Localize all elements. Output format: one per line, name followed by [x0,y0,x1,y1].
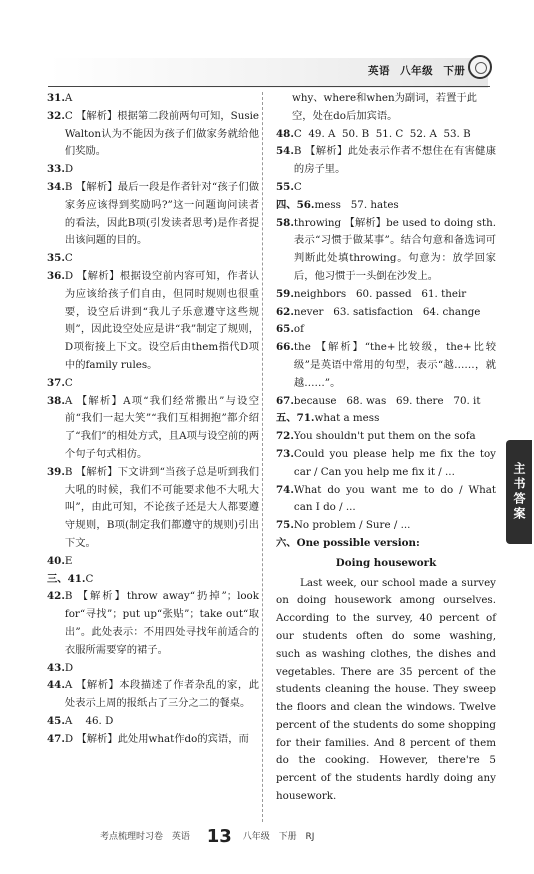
answer-45-46: 45. A 46. D [47,714,114,727]
footer-volume: 下册 [278,832,297,842]
answer-44: 44. A 【解析】本段描述了作者杂乱的家，此处表示上周的报纸占了三分之二的餐桌。 [47,679,259,710]
answer-48-53: 48. C 49. A 50. B 51. C 52. A 53. B [276,127,471,140]
answer-34: 34. B 【解析】最后一段是作者针对“孩子们做家务应该得到奖励吗?”这一问题询问读者的看法，因此B项(引发读者思考)是作者提出该问题的目的。 [47,180,259,247]
answer-47: 47. D 【解析】此处用what作do的宾语，而 [47,732,249,745]
answer-39: 39. B 【解析】下文讲到“当孩子总是听到我们大吼的时候，我们不可能要求他不大吼大叫”，由此可知，不论孩子还是大人都要遵守规则，B项(制定我们都遵守的规则)引出下文。 [47,465,259,549]
essay-body: Last week, our school made a survey on doing housework among ourselves. According to the survey, 40 percent of our students often do some washing, such as washing clothes, the dishes and vegetables. There are 35 percent of the students cleaning the house. They sweep the floors and clean the windows. Twelve percent of the students do some shopping for their families. And 8 percent of them do the cooking. However, there're 5 percent of the students hardly doing any housework. [276,576,496,803]
section-6-heading: 六、One possible version: [276,536,420,549]
answer-38: 38. A 【解析】A项“我们经常搬出”与设空前“我们一起大笑”“我们互相拥抱”都介绍了“我们”的相处方式，且A项与设空前的两个句子句式相仿。 [47,394,259,460]
side-tab: 主书答案 [506,440,532,544]
answer-56-57: 四、56. mess 57. hates [276,198,399,211]
header-volume: 下册 [443,65,466,77]
answer-37: 37. C [47,376,73,389]
answer-36: 36. D 【解析】根据设空前内容可知，作者认为应该给孩子们自由，但同时规则也很重要，设空后讲到“我儿子乐意遵守这些规则”，因此设空处应是讲“我”制定了规则，D项衔接上下文。设空后由them指代D项中的family rules。 [47,269,259,371]
answer-67-70: 67. because 68. was 69. there 70. it [276,394,481,407]
answer-66: 66. the 【解析】“the+比较级，the+比较级”是英语中常用的句型，表示“越……，就越……”。 [276,341,496,389]
answer-47-continuation: why、where和when为副词，若置于此空，处在do后加宾语。 [292,92,477,122]
answer-43: 43. D [47,661,74,674]
right-column [276,90,496,806]
answer-55: 55. C [276,180,302,193]
answer-54: 54. B 【解析】此处表示作者不想住在有害健康的房子里。 [276,145,496,176]
answer-41: 三、41. C [47,572,94,585]
left-column [47,90,259,748]
essay-title: Doing housework [335,556,437,569]
answer-42: 42. B 【解析】throw away“扔掉”；look for“寻找”；put up“张贴”；take out“取出”。此处表示：不用四处寻找年前适合的衣服所需要穿的裙子。 [47,590,259,656]
answer-71: 五、71. what a mess [276,412,380,425]
answer-40: 40. E [47,554,73,567]
page-footer [100,826,400,847]
header-grade: 八年级 [400,65,434,77]
answer-65: 65. of [276,323,304,336]
answer-32: 32. C 【解析】根据第二段前两句可知，Susie Walton认为不能因为孩子们做家务就给他们奖励。 [47,109,259,158]
footer-subject: 英语 [171,832,190,842]
footer-edition: RJ [305,832,315,842]
header-subject: 英语 [368,65,390,77]
answer-74: 74. What do you want me to do / What can I do / ... [276,483,496,514]
answer-35: 35. C [47,252,73,265]
footer-book: 考点梳理时习卷 [100,832,164,842]
answer-33: 33. D [47,163,74,176]
header-rule [48,86,490,87]
answer-73: 73. Could you please help me fix the toy car / Can you help me fix it / ... [276,447,496,478]
answer-62-64: 62. never 63. satisfaction 64. change [276,305,481,318]
footer-grade: 八年级 [242,832,270,842]
answer-72: 72. You shouldn't put them on the sofa [276,430,476,443]
answer-75: 75. No problem / Sure / ... [276,519,411,532]
column-divider [262,92,263,822]
answer-59-61: 59. neighbors 60. passed 61. their [276,287,467,300]
seal-icon [468,55,492,79]
answer-31: 31. A [47,92,73,104]
answer-58: 58. throwing 【解析】be used to doing sth. 表示“习惯于做某事”。结合句意和备选词可判断此处填throwing。句意为：放学回家后，他习惯于一头倒在沙发上。 [276,216,496,282]
page-number: 13 [206,826,232,847]
